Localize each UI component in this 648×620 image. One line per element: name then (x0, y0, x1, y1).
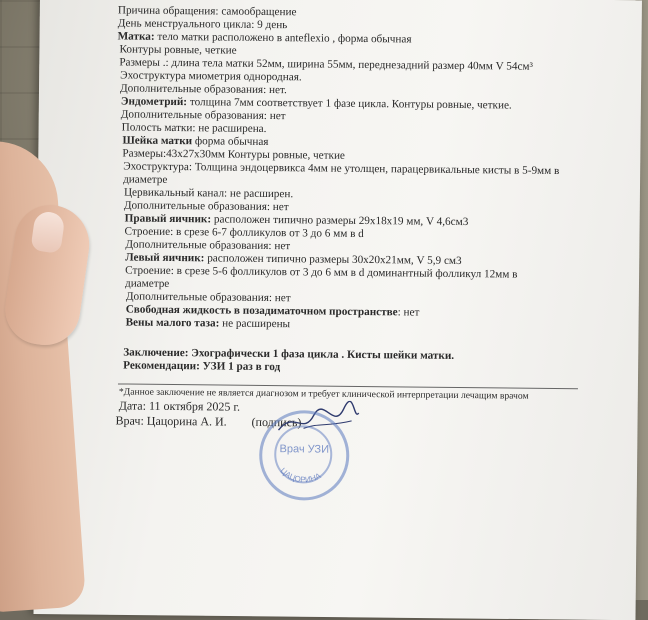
right-ovary-structure-line: Строение: в срезе 6-7 фолликулов от 3 до 6 мм в d (124, 225, 364, 241)
free-fluid-label: Свободная жидкость в позадиматочном пространстве (125, 303, 398, 319)
disclaimer-line: *Данное заключение не является диагнозом и требует клинической интерпретации лечащим врачом (118, 386, 529, 402)
report-content (72, 0, 598, 605)
pelvic-veins-line (126, 317, 291, 332)
diameter-line-1: диаметре (123, 173, 168, 186)
uterus-text: тело матки расположено в anteflexio , форма обычная (154, 30, 412, 46)
endometrium-text: толщина 7мм соответствует 1 фазе цикла. Контуры ровные, четкие. (187, 96, 512, 112)
diameter-line-2: диаметре (124, 277, 170, 290)
date-line: Дата: 11 октября 2025 г. (118, 398, 241, 414)
additional-line-2: Дополнительные образования: нет (120, 108, 286, 123)
uterus-size-line: Размеры .: длина тела матки 52мм, ширина 55мм, переднезадний размер 40мм V 54см³ (119, 56, 533, 73)
contours-line: Контуры ровные, четкие (119, 43, 237, 57)
additional-line-3: Дополнительные образования: нет (123, 199, 289, 214)
right-ovary-text: расположен типично размеры 29х18х19 мм, V 4,6см3 (211, 213, 469, 229)
conclusion-line: Заключение: Эхографически 1 фаза цикла . Кисты шейки матки. (123, 346, 455, 362)
left-ovary-text: расположен типично размеры 30х20х21мм, V 5,9 см3 (204, 252, 462, 268)
cavity-line: Полость матки: не расширена. (121, 121, 267, 135)
free-fluid-text: : нет (397, 306, 420, 319)
right-ovary-label: Правый яичник: (124, 212, 212, 226)
myometrium-line: Эхоструктура миометрия однородная. (120, 69, 302, 84)
cervix-text: форма обычная (192, 135, 269, 149)
doctor-stamp (259, 410, 350, 501)
additional-line-5: Дополнительные образования: нет (125, 290, 291, 305)
cervix-echo-line: Эхоструктура: Толщина эндоцервикса 4мм не утолщен, парацервикальные кисты в 5-9мм в (123, 160, 560, 178)
cervix-size-line: Размеры:43х27х30мм Контуры ровные, четкие (122, 147, 346, 162)
doctor-line: Врач: Цацорина А. И. (115, 413, 227, 429)
pelvic-veins-text: не расширены (219, 317, 291, 331)
cervix-label: Шейка матки (122, 134, 193, 148)
pelvic-veins-label: Вены малого таза: (125, 316, 220, 330)
signature-label: (подпись) (251, 414, 302, 430)
reason-line: Причина обращения: самообращение (117, 4, 297, 19)
cervical-canal-line: Цервикальный канал: не расширен. (123, 186, 294, 201)
stamp-label: Врач УЗИ (279, 443, 330, 456)
svg-text:ЦАЦОРИНА: ЦАЦОРИНА (278, 466, 323, 485)
uterus-label: Матка: (117, 30, 155, 43)
additional-line-4: Дополнительные образования: нет (125, 238, 291, 253)
cycle-day-line: День менструального цикла: 9 день (117, 17, 288, 32)
additional-line-1: Дополнительные образования: нет. (120, 82, 287, 97)
stamp-ring-text (262, 413, 347, 498)
endometrium-label: Эндометрий: (120, 95, 188, 109)
recommendation-line: Рекомендации: УЗИ 1 раз в год (123, 359, 281, 374)
left-ovary-label: Левый яичник: (125, 251, 205, 265)
left-ovary-structure-line: Строение: в срезе 5-6 фолликулов от 3 до 6 мм в d доминантный фолликул 12мм в (125, 264, 518, 281)
